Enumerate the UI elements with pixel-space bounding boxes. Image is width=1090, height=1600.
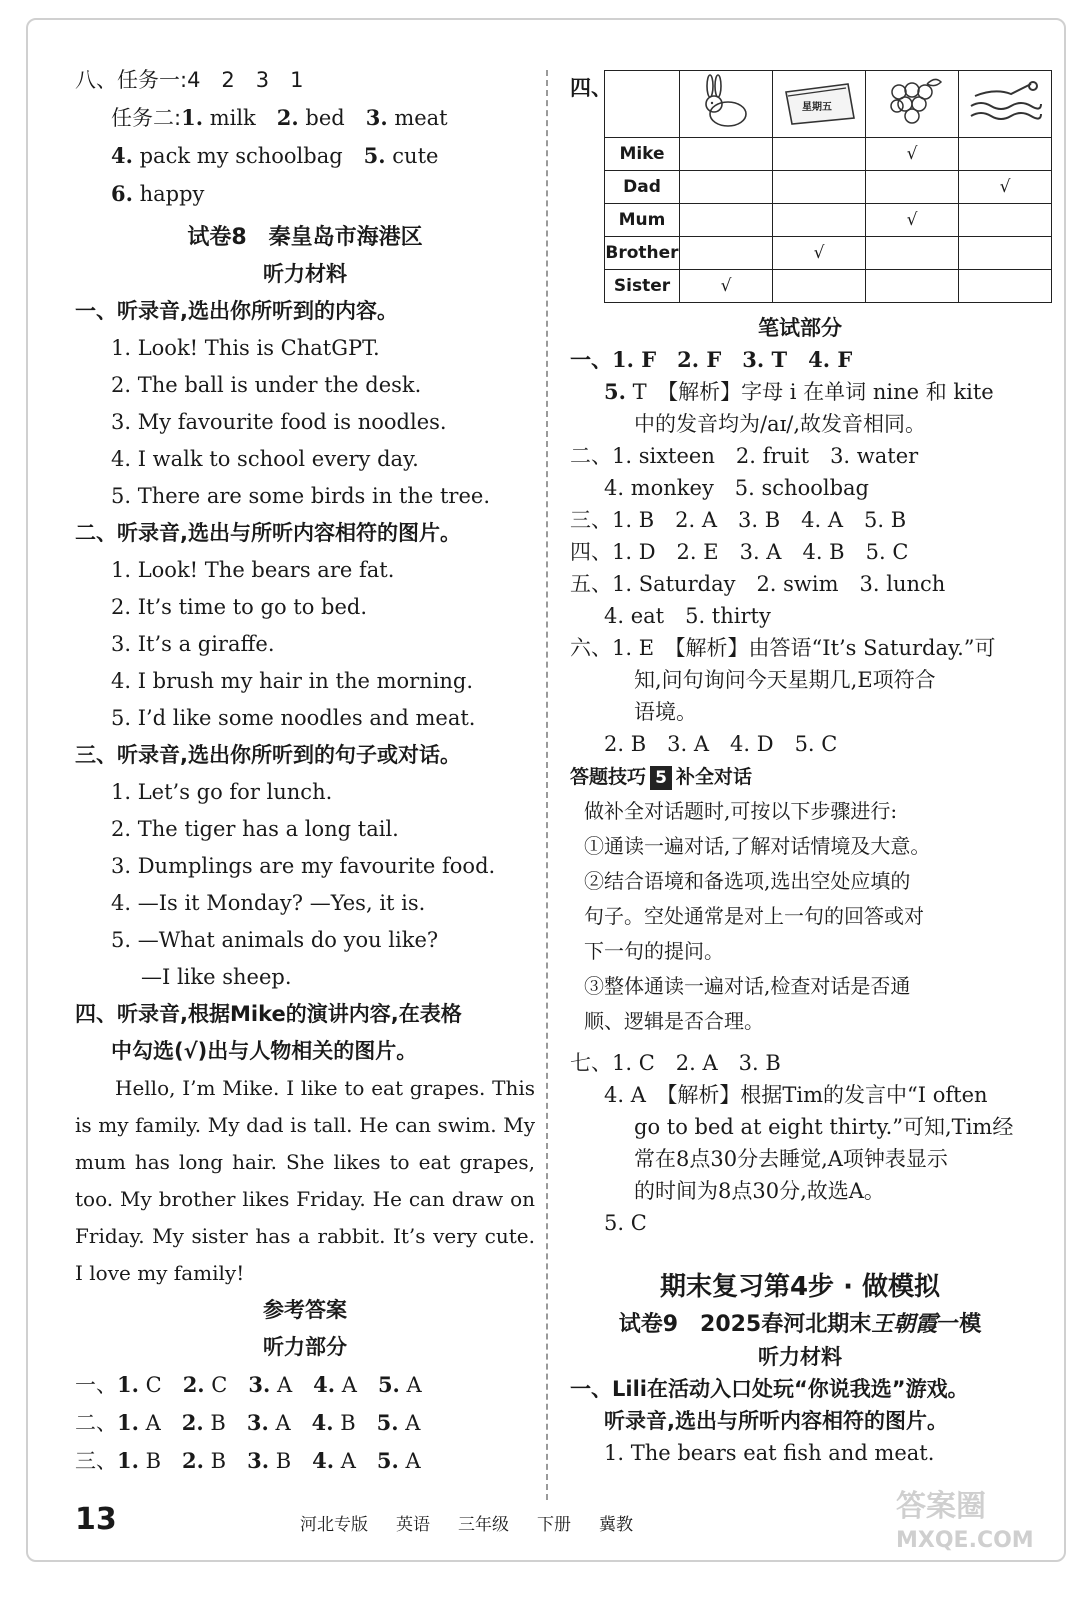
written-6-line-3: 语境。 bbox=[634, 700, 697, 724]
answer-token: 三、 bbox=[75, 1449, 117, 1473]
footer-item: 英语 bbox=[396, 1515, 430, 1535]
answer-token: 2. bbox=[182, 1372, 205, 1397]
person-name-cell: Mike bbox=[605, 138, 680, 171]
answer-token: B bbox=[138, 1449, 183, 1473]
written-6-line-4: 2. B 3. A 4. D 5. C bbox=[604, 732, 838, 756]
paper-9-section-1-line-3: 1. The bears eat fish and meat. bbox=[604, 1441, 935, 1465]
check-cell bbox=[773, 270, 866, 303]
list-item: ①通读一遍对话,了解对话情境及大意。 bbox=[584, 834, 931, 858]
check-cell bbox=[773, 204, 866, 237]
footer-item: 河北专版 bbox=[300, 1515, 368, 1535]
written-7-line-5: 的时间为8点30分,故选A。 bbox=[634, 1179, 885, 1203]
check-cell: √ bbox=[866, 204, 959, 237]
answer-token: 5. bbox=[377, 1372, 400, 1397]
answer-token: A bbox=[398, 1449, 421, 1473]
answer-token: 4. bbox=[312, 1448, 335, 1473]
list-item: 5. I’d like some noodles and meat. bbox=[111, 706, 476, 730]
table-row bbox=[605, 204, 1052, 237]
item-number: 4. bbox=[111, 143, 133, 168]
list-item: 句子。空处通常是对上一句的回答或对 bbox=[584, 904, 924, 928]
list-item: 做补全对话题时,可按以下步骤进行: bbox=[584, 799, 898, 823]
check-cell bbox=[773, 171, 866, 204]
list-item: 1. Let’s go for lunch. bbox=[111, 780, 333, 804]
list-item: 3. My favourite food is noodles. bbox=[111, 410, 447, 434]
list-item: 4. I walk to school every day. bbox=[111, 447, 419, 471]
answer-token: A bbox=[268, 1411, 312, 1435]
item-text: meat bbox=[387, 106, 448, 130]
table-row bbox=[605, 171, 1052, 204]
check-cell: √ bbox=[866, 138, 959, 171]
page-number: 13 bbox=[75, 1502, 117, 1537]
answer-token: A bbox=[335, 1373, 378, 1397]
section-3-list bbox=[75, 774, 535, 959]
list-item: 5. There are some birds in the tree. bbox=[111, 484, 490, 508]
grapes-icon bbox=[866, 71, 959, 138]
item-text: cute bbox=[385, 144, 439, 168]
person-name-cell: Brother bbox=[605, 237, 680, 270]
footer-item: 三年级 bbox=[458, 1515, 509, 1535]
list-item: 2. The ball is under the desk. bbox=[111, 373, 422, 397]
watermark-logo: 答案圈 bbox=[896, 1489, 986, 1524]
listening-material-title: 听力材料 bbox=[263, 262, 347, 286]
item-number: 3. bbox=[365, 105, 388, 130]
section-3-heading: 三、听录音,选出你所听到的句子或对话。 bbox=[75, 743, 461, 767]
section-1-heading: 一、听录音,选出你所听到的内容。 bbox=[75, 299, 398, 323]
written-7-line-1: 七、1. C 2. A 3. B bbox=[570, 1051, 781, 1075]
written-5-line-1: 五、1. Saturday 2. swim 3. lunch bbox=[570, 572, 946, 596]
section-2-heading: 二、听录音,选出与所听内容相符的图片。 bbox=[75, 521, 461, 545]
answer-token: C bbox=[204, 1373, 249, 1397]
written-7-line-3: go to bed at eight thirty.”可知,Tim经 bbox=[634, 1115, 1014, 1139]
footer-item: 下册 bbox=[537, 1515, 571, 1535]
section-2-list bbox=[75, 552, 535, 737]
section-8-task-2-line-2 bbox=[75, 137, 535, 175]
list-item: 4. —Is it Monday? —Yes, it is. bbox=[111, 891, 426, 915]
swim-icon bbox=[959, 71, 1052, 138]
footer-item: 冀教 bbox=[599, 1515, 633, 1535]
written-2-line-2: 4. monkey 5. schoolbag bbox=[604, 476, 869, 500]
written-2-line-1: 二、1. sixteen 2. fruit 3. water bbox=[570, 444, 919, 468]
written-1-line-1: 一、1. F 2. F 3. T 4. F bbox=[570, 347, 853, 372]
listening-part-title: 听力部分 bbox=[263, 1335, 347, 1359]
written-7-line-6: 5. C bbox=[604, 1211, 647, 1235]
item-number: 6. bbox=[111, 181, 133, 206]
answer-line-3 bbox=[75, 1442, 535, 1480]
check-cell bbox=[959, 138, 1052, 171]
item-text: happy bbox=[132, 182, 205, 206]
answer-token: A bbox=[334, 1449, 377, 1473]
check-cell: √ bbox=[680, 270, 773, 303]
list-item: 1. Look! The bears are fat. bbox=[111, 558, 395, 582]
item-number: 5. bbox=[363, 143, 386, 168]
written-1-line-3: 中的发音均为/aɪ/,故发音相同。 bbox=[634, 412, 927, 436]
written-3: 三、1. B 2. A 3. B 4. A 5. B bbox=[570, 508, 907, 532]
paper-9-title: 试卷9 2025春河北期末王朝霞一模 bbox=[618, 1312, 982, 1337]
answer-token: A bbox=[399, 1373, 422, 1397]
table-section-label: 四、 bbox=[570, 76, 612, 100]
listening-material-title-2: 听力材料 bbox=[758, 1345, 842, 1369]
section-1-list bbox=[75, 330, 535, 515]
check-cell bbox=[680, 237, 773, 270]
answer-table bbox=[604, 70, 1052, 303]
list-item: ②结合语境和备选项,选出空处应填的 bbox=[584, 869, 911, 893]
answer-token: 1. bbox=[117, 1410, 139, 1435]
list-item: 3. It’s a giraffe. bbox=[111, 632, 275, 656]
check-cell bbox=[680, 138, 773, 171]
answer-token: 2. bbox=[181, 1410, 204, 1435]
item-number: 1. bbox=[181, 105, 204, 130]
check-cell bbox=[866, 270, 959, 303]
list-item: 2. It’s time to go to bed. bbox=[111, 595, 368, 619]
answer-line-1 bbox=[75, 1366, 535, 1404]
written-part-title: 笔试部分 bbox=[758, 316, 842, 340]
paper-8-title: 试卷8 秦皇岛市海港区 bbox=[187, 225, 423, 250]
item-number: 2. bbox=[276, 105, 299, 130]
list-item: 5. —What animals do you like? bbox=[111, 928, 439, 952]
calendar-friday-icon bbox=[773, 71, 866, 138]
written-4: 四、1. D 2. E 3. A 4. B 5. C bbox=[570, 540, 909, 564]
written-7-line-2: 4. A 【解析】根据Tim的发言中“I often bbox=[604, 1083, 988, 1107]
check-cell bbox=[959, 270, 1052, 303]
answer-token: 二、 bbox=[75, 1411, 117, 1435]
check-cell bbox=[773, 138, 866, 171]
left-column bbox=[75, 62, 535, 1480]
written-7-line-4: 常在8点30分去睡觉,A项钟表显示 bbox=[634, 1147, 948, 1171]
check-cell bbox=[866, 171, 959, 204]
answer-token: 3. bbox=[248, 1372, 271, 1397]
tip-number-badge: 5 bbox=[650, 766, 672, 790]
written-6-line-2: 知,问句询问今天星期几,E项符合 bbox=[634, 668, 936, 692]
section-8-task-1: 八、任务一:4 2 3 1 bbox=[75, 68, 304, 92]
mike-speech: Hello, I’m Mike. I like to eat grapes. This is my family. My dad is tall. He can swim. My mum has long hair. She likes to eat grapes, too. My brother likes Friday. He can draw on Friday. My sister has a rabbit. It’s very cute. I love my family! bbox=[75, 1076, 535, 1285]
answer-tip-heading: 答题技巧 5 补全对话 bbox=[570, 766, 753, 788]
final-review-title: 期末复习第4步 · 做模拟 bbox=[659, 1272, 941, 1302]
item-text: pack my schoolbag bbox=[132, 144, 343, 168]
check-cell bbox=[680, 171, 773, 204]
answer-token: B bbox=[269, 1449, 313, 1473]
section-8-task-2: 任务二:1. milk 2. bed 3. meat bbox=[111, 105, 448, 130]
table-row bbox=[605, 138, 1052, 171]
written-1-line-2: 5. T 【解析】字母 i 在单词 nine 和 kite bbox=[604, 379, 994, 404]
list-item: 3. Dumplings are my favourite food. bbox=[111, 854, 496, 878]
list-item: 2. The tiger has a long tail. bbox=[111, 817, 399, 841]
item-text: milk bbox=[203, 106, 256, 130]
person-name-cell: Mum bbox=[605, 204, 680, 237]
watermark-url: MXQE.COM bbox=[896, 1528, 1034, 1553]
answer-token: B bbox=[203, 1411, 247, 1435]
answer-token: A bbox=[270, 1373, 314, 1397]
answer-token: 3. bbox=[246, 1410, 269, 1435]
check-cell: √ bbox=[773, 237, 866, 270]
answer-token: 5. bbox=[376, 1448, 399, 1473]
answer-token: A bbox=[398, 1411, 421, 1435]
brand-logo: 王朝霞 bbox=[871, 1312, 938, 1337]
list-item: 1. Look! This is ChatGPT. bbox=[111, 336, 380, 360]
written-5-line-2: 4. eat 5. thirty bbox=[604, 604, 771, 628]
list-item: 顺、逻辑是否合理。 bbox=[584, 1009, 764, 1033]
check-cell bbox=[866, 237, 959, 270]
check-cell bbox=[680, 204, 773, 237]
column-divider bbox=[546, 70, 548, 1500]
paper-9-section-1-line-1: 一、Lili在活动入口处玩“你说我选”游戏。 bbox=[570, 1377, 969, 1401]
answer-token: 5. bbox=[376, 1410, 399, 1435]
footer-info bbox=[300, 1510, 661, 1535]
list-item: 4. I brush my hair in the morning. bbox=[111, 669, 474, 693]
table-picture-row bbox=[605, 71, 1052, 138]
list-item: ③整体通读一遍对话,检查对话是否通 bbox=[584, 974, 911, 998]
rabbit-icon bbox=[680, 71, 773, 138]
section-4-heading: 四、听录音,根据Mike的演讲内容,在表格 bbox=[75, 1002, 462, 1026]
answer-token: 一、 bbox=[75, 1373, 117, 1397]
answer-token: C bbox=[138, 1373, 183, 1397]
paper-9-section-1-line-2: 听录音,选出与所听内容相符的图片。 bbox=[604, 1409, 948, 1433]
right-column bbox=[570, 312, 1030, 1469]
section-3-last-line: —I like sheep. bbox=[141, 965, 292, 989]
answer-tip-list bbox=[570, 794, 1030, 1039]
answer-line-2 bbox=[75, 1404, 535, 1442]
table-row bbox=[605, 270, 1052, 303]
section-4-heading-2: 中勾选(√)出与人物相关的图片。 bbox=[111, 1039, 418, 1063]
answer-token: 1. bbox=[117, 1448, 139, 1473]
svg-text:星期五: 星期五 bbox=[802, 101, 832, 113]
check-cell: √ bbox=[959, 171, 1052, 204]
written-6-line-1: 六、1. E 【解析】由答语“It’s Saturday.”可 bbox=[570, 636, 996, 660]
answer-token: 4. bbox=[311, 1410, 334, 1435]
list-item: 下一句的提问。 bbox=[584, 939, 724, 963]
answer-token: A bbox=[138, 1411, 182, 1435]
person-name-cell: Sister bbox=[605, 270, 680, 303]
table-body bbox=[605, 138, 1052, 303]
answer-token: 2. bbox=[182, 1448, 204, 1473]
answer-token: B bbox=[333, 1411, 377, 1435]
answer-token: 4. bbox=[313, 1372, 336, 1397]
table-row bbox=[605, 237, 1052, 270]
person-name-cell: Dad bbox=[605, 171, 680, 204]
answer-token: 3. bbox=[247, 1448, 270, 1473]
check-cell bbox=[959, 204, 1052, 237]
reference-answer-title: 参考答案 bbox=[263, 1298, 347, 1322]
answer-token: B bbox=[203, 1449, 248, 1473]
answer-token: 1. bbox=[117, 1372, 139, 1397]
section-8-task-2-line-3 bbox=[75, 175, 535, 213]
check-cell bbox=[959, 237, 1052, 270]
table-corner-cell bbox=[605, 71, 680, 138]
item-text: bed bbox=[298, 106, 345, 130]
